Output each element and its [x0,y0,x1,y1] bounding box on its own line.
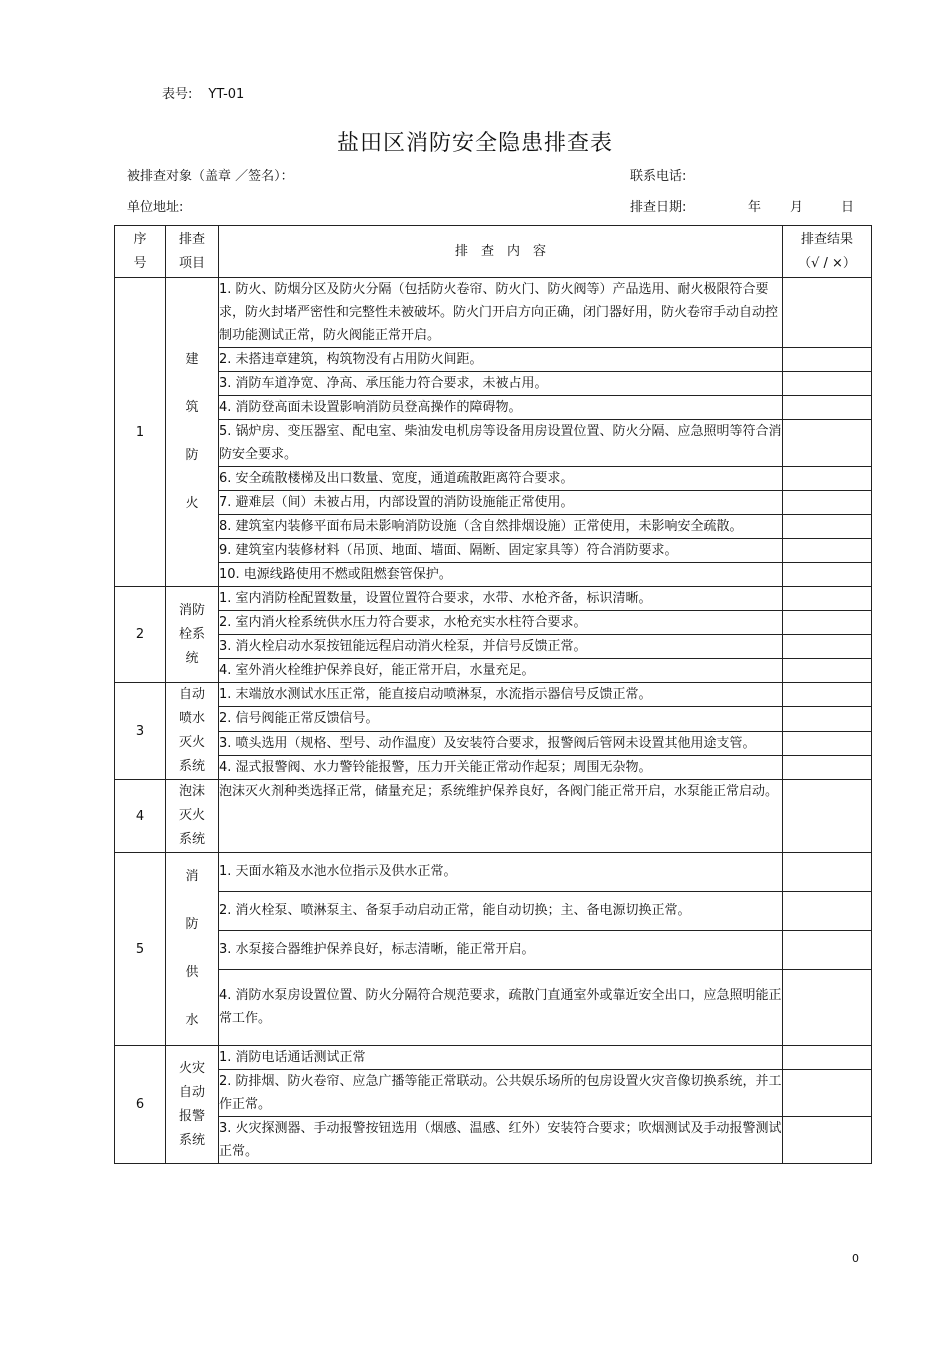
header-no-line2: 号 [133,255,147,271]
check-item-text: 泡沫灭火剂种类选择正常，储量充足；系统维护保养良好，各阀门能正常开启，水泵能正常启动。 [219,780,783,853]
inspection-table [114,225,872,1164]
table-row [115,1070,872,1117]
table-row [115,683,872,707]
table-row [115,659,872,683]
header-item-line2: 项目 [178,255,205,271]
category-line: 报警 [178,1108,205,1124]
category-line: 自动 [178,1084,205,1100]
header-no [115,226,166,278]
category-line: 灭火 [178,808,205,823]
table-row [115,420,872,467]
check-item-text: 3. 喷头选用（规格、型号、动作温度）及安装符合要求，报警阀后管网未设置其他用途支管。 [219,731,783,755]
check-item-text: 8. 建筑室内装修平面布局未影响消防设施（含自然排烟设施）正常使用，未影响安全疏散。 [219,515,783,539]
section-category [166,780,219,853]
check-item-text: 1. 消防电话通话测试正常 [219,1046,783,1070]
section-category [166,683,219,780]
result-cell[interactable] [783,539,872,563]
table-row [115,707,872,731]
result-cell[interactable] [783,1117,872,1164]
result-cell[interactable] [783,420,872,467]
table-row [115,348,872,372]
check-item-text: 1. 防火、防烟分区及防火分隔（包括防火卷帘、防火门、防火阀等）产品选用、耐火极限符合要求，防火封堵严密性和完整性未被破坏。防火门开启方向正确，闭门器好用，防火卷帘手动自动控制功能测试正常，防火阀能正常开启。 [219,278,783,348]
check-item-text: 3. 消火栓启动水泵按钮能远程启动消火栓泵，并信号反馈正常。 [219,635,783,659]
section-number: 3 [115,683,166,780]
category-line: 自动 [178,687,205,702]
result-cell[interactable] [783,1046,872,1070]
category-line: 筑 [185,400,199,415]
result-cell[interactable] [783,348,872,372]
page-number: 0 [852,1252,859,1265]
check-item-text: 3. 水泵接合器维护保养良好，标志清晰，能正常开启。 [219,930,783,969]
result-cell[interactable] [783,467,872,491]
address-label: 单位地址: [127,200,184,215]
table-row [115,1117,872,1164]
result-cell[interactable] [783,755,872,779]
result-cell[interactable] [783,635,872,659]
category-line: 泡沫 [178,784,205,799]
header-content: 排 查 内 容 [219,226,783,278]
category-line: 消防 [178,602,205,618]
category-line: 消 [185,869,199,884]
result-cell[interactable] [783,780,872,853]
table-row [115,731,872,755]
section-category [166,1046,219,1164]
result-cell[interactable] [783,969,872,1045]
header-item [166,226,219,278]
table-row [115,491,872,515]
check-item-text: 4. 湿式报警阀、水力警铃能报警，压力开关能正常动作起泵；周围无杂物。 [219,755,783,779]
result-cell[interactable] [783,707,872,731]
section-category [166,853,219,1046]
check-item-text: 2. 室内消火栓系统供水压力符合要求，水枪充实水柱符合要求。 [219,611,783,635]
table-row [115,515,872,539]
target-label: 被排查对象（盖章 ／签名）： [127,169,294,184]
header-no-line1: 序 [133,231,147,247]
check-item-text: 7. 避难层（间）未被占用，内部设置的消防设施能正常使用。 [219,491,783,515]
table-row [115,467,872,491]
check-item-text: 3. 消防车道净宽、净高、承压能力符合要求，未被占用。 [219,372,783,396]
check-item-text: 1. 末端放水测试水压正常，能直接启动喷淋泵，水流指示器信号反馈正常。 [219,683,783,707]
category-line: 防 [185,448,199,463]
check-item-text: 4. 室外消火栓维护保养良好，能正常开启，水量充足。 [219,659,783,683]
section-category [166,278,219,587]
result-cell[interactable] [783,1070,872,1117]
result-cell[interactable] [783,396,872,420]
check-item-text: 2. 防排烟、防火卷帘、应急广播等能正常联动。公共娱乐场所的包房设置火灾音像切换系统，并工作正常。 [219,1070,783,1117]
check-item-text: 10. 电源线路使用不燃或阻燃套管保护。 [219,563,783,587]
category-line: 建 [185,352,199,367]
section-number: 2 [115,587,166,683]
check-item-text: 2. 消火栓泵、喷淋泵主、备泵手动启动正常，能自动切换；主、备电源切换正常。 [219,891,783,930]
category-line: 防 [185,917,199,932]
check-item-text: 2. 未搭违章建筑，构筑物没有占用防火间距。 [219,348,783,372]
check-item-text: 3. 火灾探测器、手动报警按钮选用（烟感、温感、红外）安装符合要求；吹烟测试及手动报警测试正常。 [219,1117,783,1164]
table-row [115,372,872,396]
result-cell[interactable] [783,659,872,683]
date-month: 月 [790,200,804,215]
form-number [162,83,244,102]
table-row [115,755,872,779]
header-item-line1: 排查 [178,231,205,247]
category-line: 火 [185,496,199,511]
category-line: 火灾 [178,1060,205,1076]
category-line: 统 [185,650,199,666]
section-number: 6 [115,1046,166,1164]
table-row [115,611,872,635]
date-day: 日 [841,200,855,215]
check-item-text: 5. 锅炉房、变压器室、配电室、柴油发电机房等设备用房设置位置、防火分隔、应急照明等符合消防安全要求。 [219,420,783,467]
result-cell[interactable] [783,491,872,515]
check-item-text: 4. 消防水泵房设置位置、防火分隔符合规范要求，疏散门直通室外或靠近安全出口，应急照明能正常工作。 [219,969,783,1045]
category-line: 供 [185,965,199,980]
category-line: 系统 [178,832,205,847]
result-cell[interactable] [783,611,872,635]
table-row [115,587,872,611]
check-item-text: 1. 天面水箱及水池水位指示及供水正常。 [219,853,783,892]
check-item-text: 2. 信号阀能正常反馈信号。 [219,707,783,731]
result-cell[interactable] [783,683,872,707]
category-line: 栓系 [178,626,205,642]
check-item-text: 4. 消防登高面未设置影响消防员登高操作的障碍物。 [219,396,783,420]
category-line: 喷水 [178,711,205,726]
date-year: 年 [748,200,762,215]
form-number-label: 表号: [162,87,193,102]
section-number: 5 [115,853,166,1046]
section-number: 1 [115,278,166,587]
category-line: 灭火 [178,735,205,750]
result-cell[interactable] [783,372,872,396]
table-row [115,563,872,587]
table-row [115,635,872,659]
result-cell[interactable] [783,515,872,539]
table-row [115,780,872,853]
category-line: 水 [185,1013,199,1028]
form-number-code: YT-01 [208,87,245,102]
table-row [115,891,872,930]
result-cell[interactable] [783,930,872,969]
result-cell[interactable] [783,587,872,611]
table-header-row [115,226,872,278]
result-cell[interactable] [783,563,872,587]
table-row [115,853,872,892]
check-item-text: 6. 安全疏散楼梯及出口数量、宽度，通道疏散距离符合要求。 [219,467,783,491]
section-number: 4 [115,780,166,853]
category-line: 系统 [178,759,205,774]
result-cell[interactable] [783,278,872,348]
table-row [115,1046,872,1070]
table-row [115,396,872,420]
result-cell[interactable] [783,891,872,930]
result-cell[interactable] [783,731,872,755]
header-result-line1: 排查结果 [800,231,853,247]
date-label: 排查日期: [630,200,687,215]
result-cell[interactable] [783,853,872,892]
table-row [115,930,872,969]
table-row [115,278,872,348]
check-item-text: 9. 建筑室内装修材料（吊顶、地面、墙面、隔断、固定家具等）符合消防要求。 [219,539,783,563]
phone-label: 联系电话: [630,169,687,184]
check-item-text: 1. 室内消防栓配置数量，设置位置符合要求，水带、水枪齐备，标识清晰。 [219,587,783,611]
section-category [166,587,219,683]
page-title: 盐田区消防安全隐患排查表 [336,131,613,156]
category-line: 系统 [178,1132,205,1148]
table-row [115,539,872,563]
header-result-line2: （√ / ×） [798,255,856,271]
table-row [115,969,872,1045]
header-result [783,226,872,278]
